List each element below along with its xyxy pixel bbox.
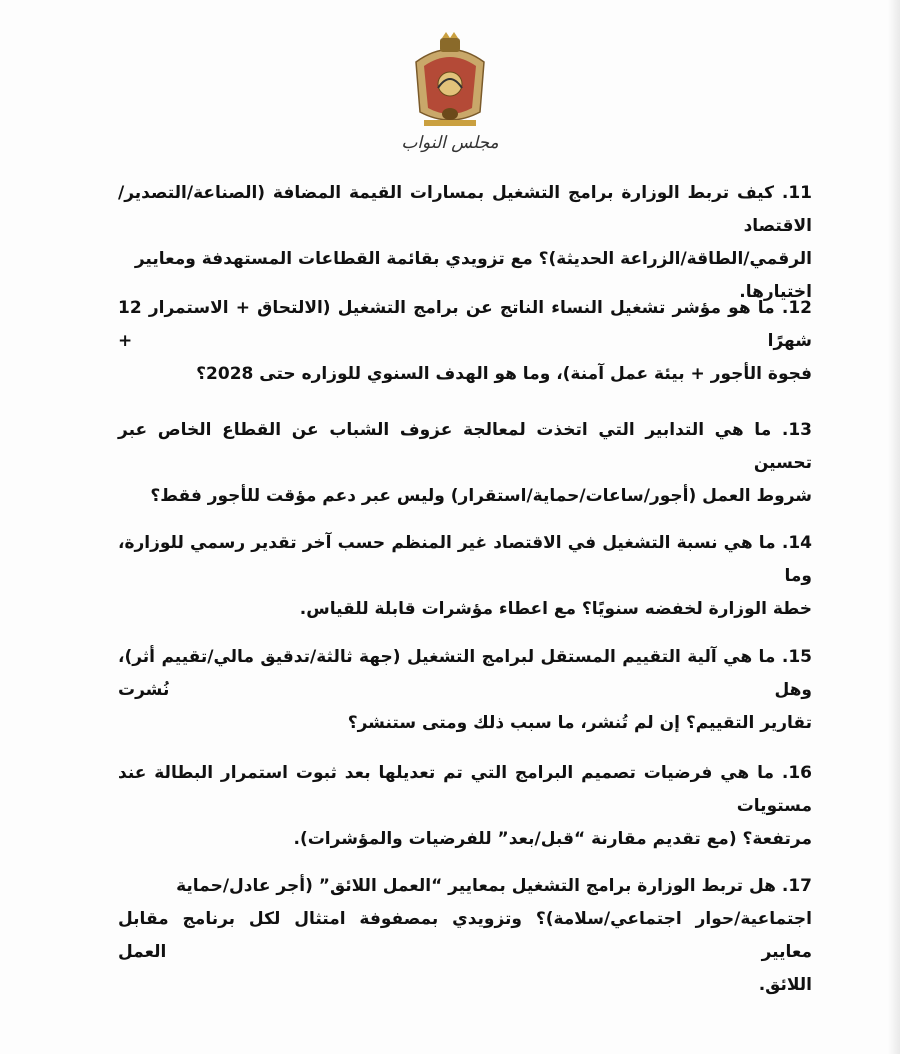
question-line: خطة الوزارة لخفضه سنويًا؟ مع اعطاء مؤشرات قابلة للقياس. <box>299 599 812 619</box>
question-line: 11. كيف تربط الوزارة برامج التشغيل بمسارات القيمة المضافة (الصناعة/التصدير/الاقتصاد <box>118 183 812 236</box>
question-17 <box>118 870 812 1002</box>
question-line: 12. ما هو مؤشر تشغيل النساء الناتج عن برامج التشغيل (الالتحاق + الاستمرار 12 شهرًا + <box>118 298 812 351</box>
coat-of-arms-emblem <box>410 32 490 132</box>
question-line: الرقمي/الطاقة/الزراعة الحديثة)؟ مع تزويدي بقائمة القطاعات المستهدفة ومعايير اختيارها. <box>134 249 812 302</box>
question-12 <box>118 292 812 391</box>
question-line: تقارير التقييم؟ إن لم تُنشر، ما سبب ذلك ومتى ستنشر؟ <box>347 713 812 733</box>
page-edge-shadow <box>888 0 900 1054</box>
question-line: اللائق. <box>758 975 812 995</box>
question-line: فجوة الأجور + بيئة عمل آمنة)، وما هو الهدف السنوي للوزاره حتى 2028؟ <box>196 364 812 384</box>
question-line: 15. ما هي آلية التقييم المستقل لبرامج التشغيل (جهة ثالثة/تدقيق مالي/تقييم أثر)، وهل نُشرت <box>118 647 812 700</box>
question-13 <box>118 414 812 513</box>
question-line: اجتماعية/حوار اجتماعي/سلامة)؟ وتزويدي بمصفوفة امتثال لكل برنامج مقابل معايير العمل <box>118 909 812 962</box>
question-line: مرتفعة؟ (مع تقديم مقارنة “قبل/بعد” للفرضيات والمؤشرات). <box>293 829 812 849</box>
question-line: 14. ما هي نسبة التشغيل في الاقتصاد غير المنظم حسب آخر تقدير رسمي للوزارة، وما <box>118 533 812 586</box>
institution-name: مجلس النواب <box>401 133 499 153</box>
question-line: شروط العمل (أجور/ساعات/حماية/استقرار) وليس عبر دعم مؤقت للأجور فقط؟ <box>150 486 812 506</box>
question-14 <box>118 527 812 626</box>
question-15 <box>118 641 812 740</box>
question-line: 16. ما هي فرضيات تصميم البرامج التي تم تعديلها بعد ثبوت استمرار البطالة عند مستويات <box>118 763 812 816</box>
question-11 <box>118 177 812 309</box>
question-line: 17. هل تربط الوزارة برامج التشغيل بمعايير “العمل اللائق” (أجر عادل/حماية <box>176 876 812 896</box>
question-16 <box>118 757 812 856</box>
question-line: 13. ما هي التدابير التي اتخذت لمعالجة عزوف الشباب عن القطاع الخاص عبر تحسين <box>118 420 812 473</box>
